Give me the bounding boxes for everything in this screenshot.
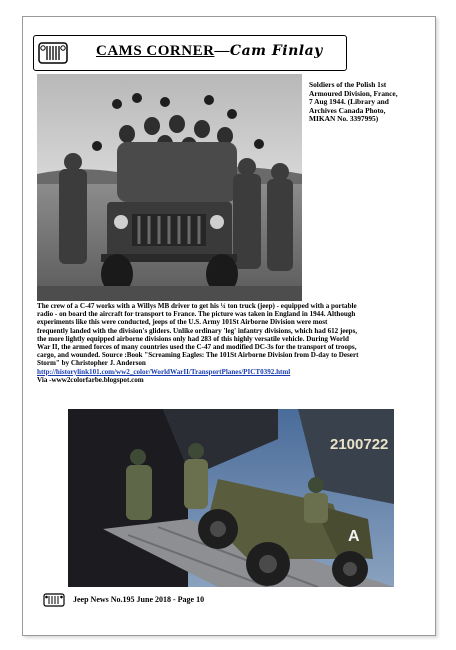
hood-letter: A	[348, 528, 360, 545]
caption-line: Armoured Division, France,	[309, 88, 398, 98]
photo1-caption	[309, 81, 427, 124]
body-line: The crew of a C-47 works with a Willys MB driver to get his ¼ ton truck (jeep) - equipped with a portable	[37, 302, 357, 310]
column-header	[33, 35, 347, 71]
photo-jeep-loading-c47	[68, 409, 394, 587]
newsletter-page	[22, 16, 436, 636]
body-line: Storm" by Christopher J. Anderson	[37, 359, 146, 368]
tail-number: 2100722	[330, 436, 389, 453]
body-line: experiments like this were conducted, jeeps of the U.S. Army 101St Airborne Division were most	[37, 318, 328, 327]
photo-polish-soldiers-jeep	[37, 74, 302, 301]
author-name: Cam Finlay	[229, 43, 323, 59]
body-line: War II, the armed forces of many countries used the C-47 and modified DC-3s for the transport of troops,	[37, 343, 357, 352]
column-title	[96, 43, 323, 60]
via-credit: Via -www2colorfarbe.blogspot.com	[37, 375, 144, 384]
body-line: radio - on board the aircraft for transport to France. The picture was taken in England in 1944. Although	[37, 310, 356, 319]
caption-line: MIKAN No. 3397995)	[309, 114, 379, 124]
body-line: the more lightly equipped airborne divisions only had 283 of this highly versatile vehicle. During World	[37, 334, 349, 343]
caption-line: Soldiers of the Polish 1st	[309, 80, 387, 89]
body-line: cargo, and wounded. Source :Book "Screaming Eagles: The 101St Airborne Division from D-day to Desert	[37, 351, 359, 360]
jeep-grille-icon	[38, 42, 68, 64]
column-name: CAMS CORNER	[96, 43, 215, 59]
article-body	[37, 302, 429, 384]
caption-line: Archives Canada Photo,	[309, 105, 386, 115]
caption-line: 7 Aug 1944. (Library and	[309, 97, 389, 107]
body-line: frequently landed with the division's gliders. Unlike ordinary 'leg' infantry divisions, which had 612 jeeps,	[37, 326, 358, 335]
source-link[interactable]: http://historylink101.com/ww2_color/WorldWarII/TransportPlanes/PICT0392.html	[37, 367, 291, 376]
page-footer	[43, 591, 343, 609]
title-dash: —	[214, 43, 230, 59]
footer-text: Jeep News No.195 June 2018 - Page 10	[73, 595, 205, 604]
jeep-grille-icon	[43, 593, 65, 607]
